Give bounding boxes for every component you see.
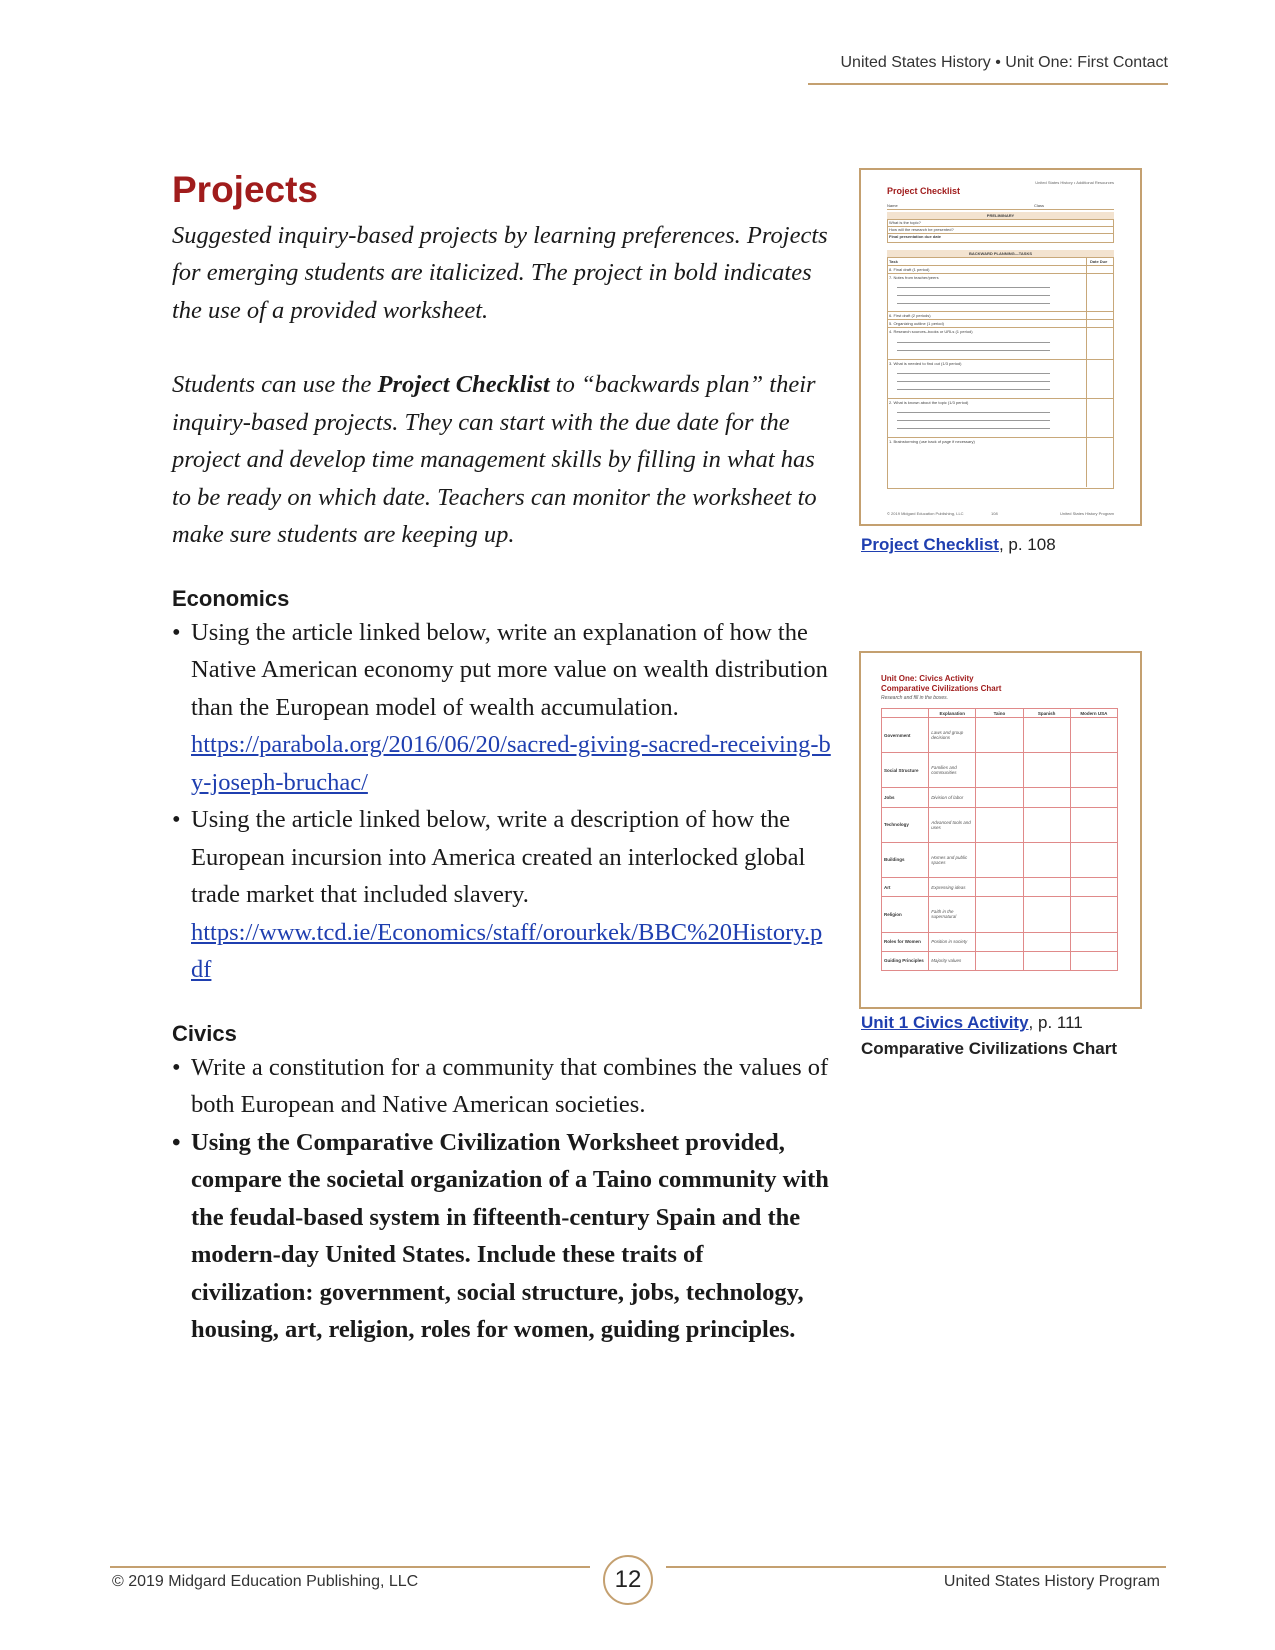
footer-program: United States History Program [943, 1573, 1160, 1590]
footer-rule-right [666, 1566, 1166, 1568]
header-rule [808, 83, 1168, 85]
thumb-title: Project Checklist [887, 186, 961, 196]
thumb2-title [881, 674, 1001, 694]
thumb-class-label: Class [1034, 203, 1045, 208]
economics-heading: Economics [172, 585, 290, 611]
thumb-task: 6. First draft (2 periods) [889, 313, 931, 318]
civics-activity-link[interactable]: Unit 1 Civics Activity [861, 1013, 1029, 1032]
thumb-task: 5. Organizing outline (1 period) [889, 321, 944, 326]
thumb2-row-explanation: Advanced tools and uses [929, 807, 976, 842]
thumb-header: United States History • Additional Resources [1035, 180, 1114, 185]
parabola-article-link[interactable]: https://parabola.org/2016/06/20/sacred-giving-sacred-receiving-by-joseph-bruchac/ [191, 731, 831, 796]
thumb2-row-label: Social Structure [882, 753, 929, 788]
thumb2-title-1: Unit One: Civics Activity [881, 674, 974, 683]
thumb-task: 4. Research sources–books or URLs (1 period) [889, 329, 973, 334]
running-header: United States History • Unit One: First Contact [840, 54, 1168, 71]
thumb2-col-header: Explanation [929, 709, 976, 718]
thumb-footer-page: 108 [991, 511, 998, 516]
thumb2-row-explanation: Position in society [929, 932, 976, 951]
thumb-backward: BACKWARD PLANNING—TASKS [968, 251, 1033, 256]
thumb2-row-explanation: Faith in the supernatural [929, 897, 976, 932]
thumb-footer [887, 511, 1114, 516]
thumb-preliminary: PRELIMINARY [986, 213, 1015, 218]
civics-list [172, 1049, 832, 1349]
thumb-due-col: Date Due [1090, 259, 1108, 264]
page-number: 12 [603, 1555, 653, 1605]
civics-activity-subtitle: Comparative Civilizations Chart [861, 1039, 1118, 1058]
list-item [172, 801, 832, 989]
civics-activity-page: , p. 111 [1028, 1013, 1083, 1032]
footer-rule-left [110, 1566, 590, 1568]
thumb-task: 1. Brainstorming (use back of page if necessary) [889, 439, 975, 444]
economics-item-2-text: Using the article linked below, write a description of how the European incursion into America created an interlocked global trade market that included slavery. [191, 806, 806, 909]
footer-copyright: © 2019 Midgard Education Publishing, LLC [112, 1573, 419, 1590]
thumb-task-col: Task [889, 259, 898, 264]
thumb2-row-label: Jobs [882, 788, 929, 807]
main-column [172, 170, 832, 1349]
thumb-task: 2. What is known about the topic (1/3 period) [889, 400, 969, 405]
thumb-prelim-row: What is the topic? [889, 220, 921, 225]
thumb2-row-explanation: Laws and group decisions [929, 718, 976, 753]
thumb2-col-header: Taino [976, 709, 1023, 718]
thumb2-row-label: Religion [882, 897, 929, 932]
thumb2-row-label: Technology [882, 807, 929, 842]
thumb2-row-label: Government [882, 718, 929, 753]
civics-activity-thumbnail[interactable] [859, 651, 1142, 1009]
thumb-footer-left: © 2019 Midgard Education Publishing, LLC [887, 511, 964, 516]
thumb2-row-label: Buildings [882, 842, 929, 877]
thumb2-row-label: Art [882, 878, 929, 897]
thumb2-row-explanation: Majority values [929, 951, 976, 970]
list-item: • Write a constitution for a community that combines the values of both European and Native American societies. [172, 1049, 832, 1124]
thumb2-row-label: Roles for Women [882, 932, 929, 951]
project-checklist-thumbnail[interactable] [859, 168, 1142, 526]
thumb2-subtitle: Research and fill in the boxes. [881, 695, 948, 701]
thumb-prelim-row: Final presentation due date [889, 234, 942, 239]
page-title: Projects [172, 169, 319, 210]
economics-item-1-text: Using the article linked below, write an explanation of how the Native American economy put more value on wealth distribution than the European model of wealth accumulation. [191, 618, 828, 721]
thumb-task: 7. Notes from teacher/peers [889, 275, 939, 280]
thumb2-grid [881, 708, 1118, 971]
thumb-name-label: Name [887, 203, 898, 208]
thumb-prelim-row: How will the research be presented? [889, 227, 954, 232]
thumb-footer-right: United States History Program [1059, 511, 1114, 516]
economics-list [172, 614, 832, 989]
civics-heading: Civics [172, 1020, 237, 1046]
thumb-task: 3. What is needed to find out (1/3 period) [889, 361, 962, 366]
thumb2-col-header: Spanish [1023, 709, 1070, 718]
project-checklist-caption [861, 532, 1056, 558]
thumb2-row-explanation: Homes and public spaces [929, 842, 976, 877]
project-checklist-link[interactable]: Project Checklist [861, 535, 999, 554]
thumb2-col-header: Modern USA [1070, 709, 1117, 718]
intro-text-before: Students can use the [172, 371, 378, 399]
list-item-bold: • Using the Comparative Civilization Worksheet provided, compare the societal organization of a Taino community with the feudal-based system in fifteenth-century Spain and the modern-day United States. Include these traits of civilization: government, social structure, jobs, technology, housing, art, religion, roles for women, guiding principles. [172, 1124, 832, 1349]
thumb2-row-explanation: Families and communities [929, 753, 976, 788]
thumb-task: 8. Final draft (1 period) [889, 267, 930, 272]
thumb2-row-explanation: Expressing ideas [929, 878, 976, 897]
tcd-article-link[interactable]: https://www.tcd.ie/Economics/staff/orourkek/BBC%20History.pdf [191, 918, 823, 984]
intro-paragraph-2 [172, 366, 832, 554]
project-checklist-page: , p. 108 [998, 535, 1056, 554]
intro-text-after: to “backwards plan” their inquiry-based projects. They can start with the due date for the project and develop time management skills by filling in what has to be ready on which date. Teachers can monitor the worksheet to make sure students are keeping up. [172, 371, 817, 549]
thumb2-row-label: Guiding Principles [882, 951, 929, 970]
thumb2-row-explanation: Division of labor [929, 788, 976, 807]
intro-paragraph-1: Suggested inquiry-based projects by learning preferences. Projects for emerging students are italicized. The project in bold indicates the use of a provided worksheet. [172, 221, 828, 324]
list-item [172, 614, 832, 802]
thumb2-title-2: Comparative Civilizations Chart [881, 684, 1002, 693]
civics-activity-caption [861, 1010, 1117, 1062]
intro-bold-checklist: Project Checklist [377, 371, 550, 399]
